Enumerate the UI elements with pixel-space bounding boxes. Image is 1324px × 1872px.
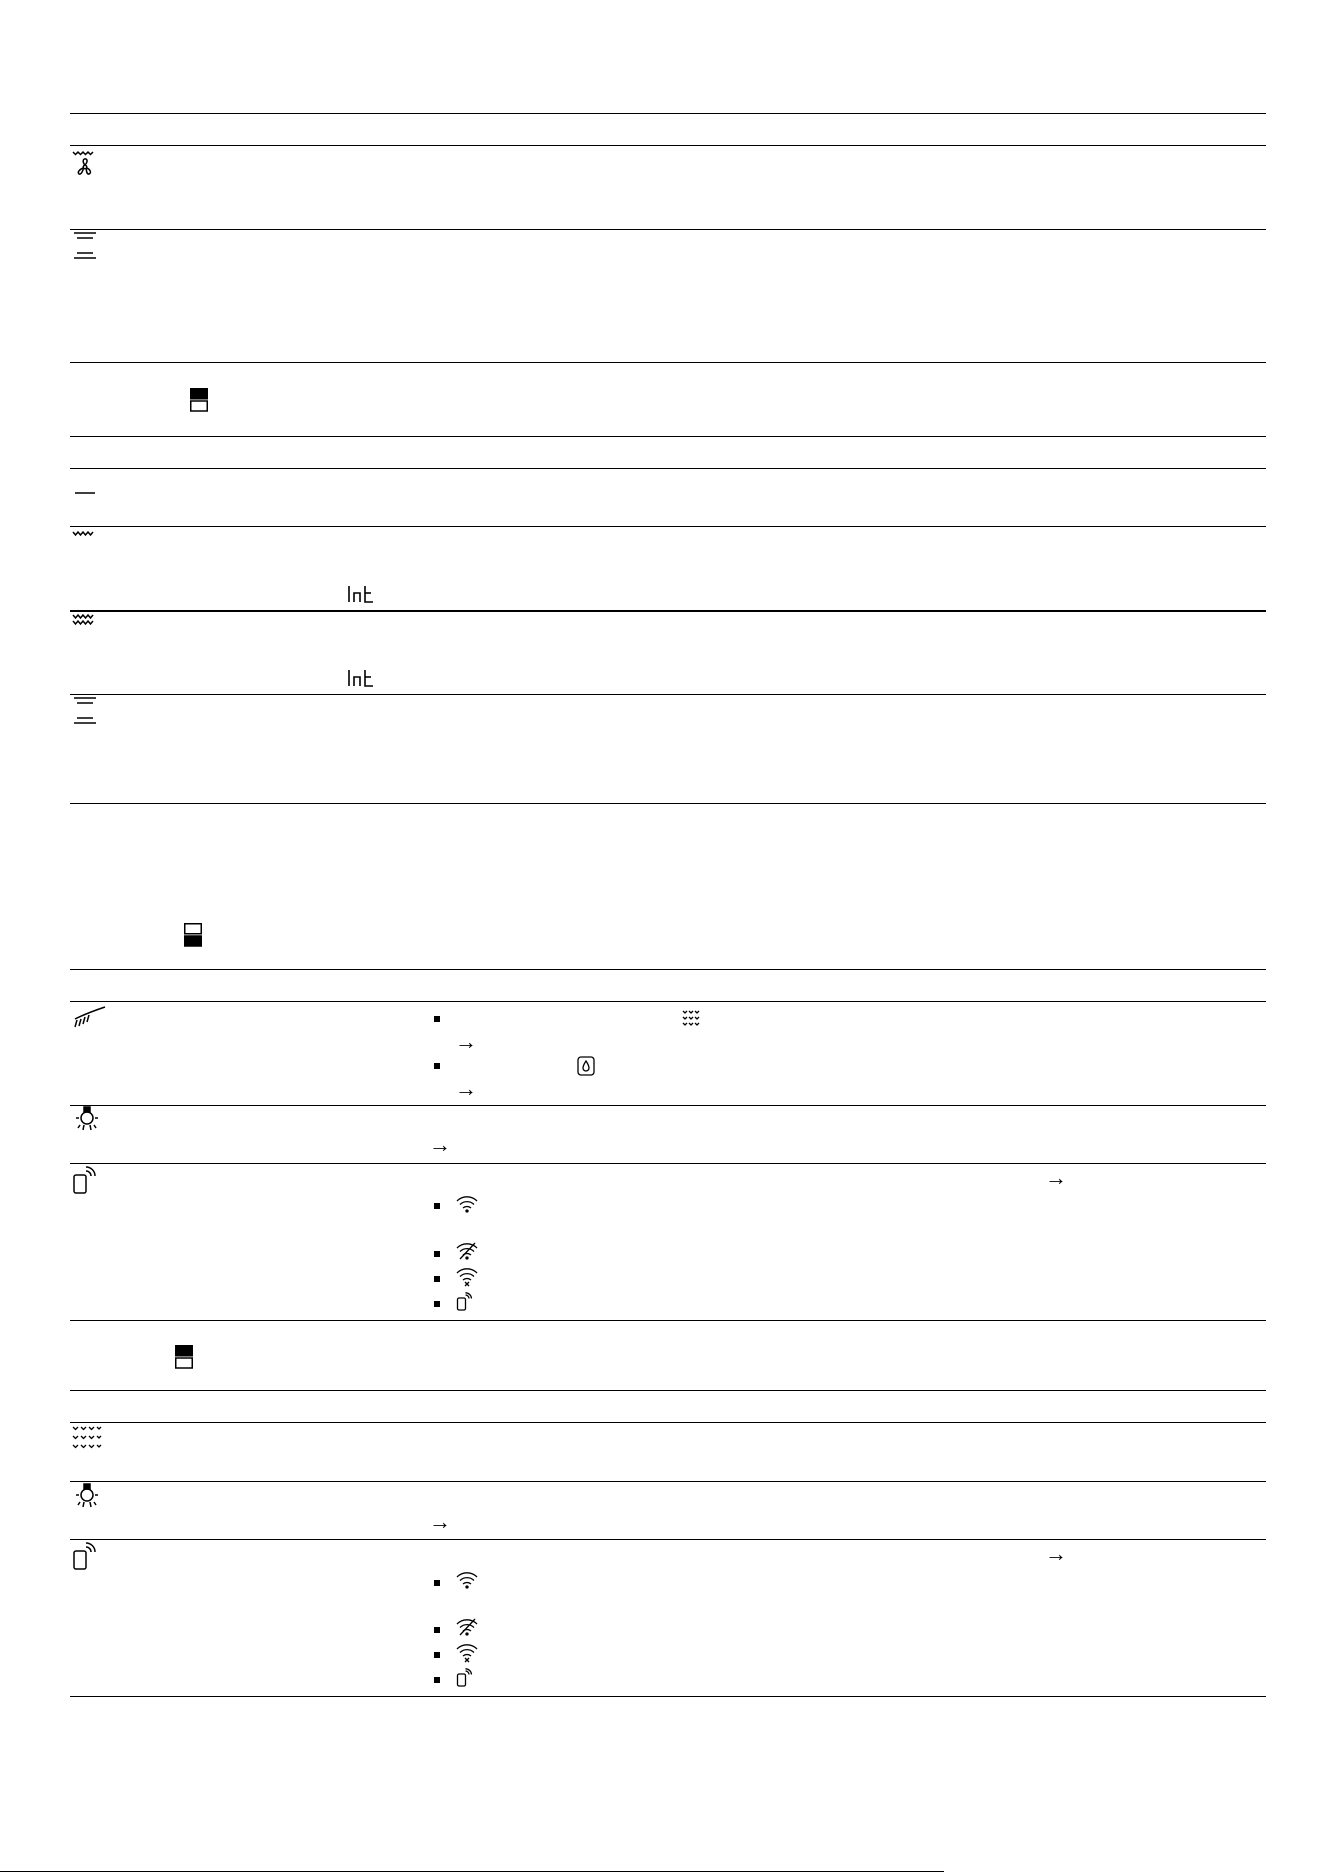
table-rule <box>70 1163 1266 1164</box>
table-rule <box>70 436 1266 437</box>
bullet-marker <box>434 1652 440 1658</box>
water-tank-icon <box>577 1056 595 1076</box>
bullet-marker <box>434 1677 440 1683</box>
table-rule <box>70 694 1266 695</box>
wifi-off-icon <box>456 1618 478 1636</box>
upper-compartment-icon <box>190 388 208 412</box>
table-rule <box>70 526 1266 527</box>
table-rule <box>70 145 1266 146</box>
bullet-marker <box>434 1627 440 1633</box>
reference-arrow: → <box>1045 1541 1067 1566</box>
bullet-marker <box>434 1203 440 1209</box>
display-int-icon <box>347 585 375 603</box>
top-bottom-heat-icon <box>71 231 99 261</box>
table-rule <box>70 468 1266 469</box>
display-int-icon <box>347 669 375 687</box>
table-rule <box>70 1001 1266 1002</box>
reference-arrow: → <box>429 1132 451 1157</box>
bullet-marker <box>434 1580 440 1586</box>
reference-arrow: → <box>1045 1165 1067 1190</box>
grill-icon <box>71 529 99 539</box>
remote-start-icon <box>72 1542 98 1572</box>
wifi-icon <box>456 1571 478 1589</box>
upper-compartment-icon <box>175 1345 193 1369</box>
steam-icon <box>681 1009 703 1029</box>
table-rule <box>70 610 1266 612</box>
table-rule <box>70 1320 1266 1321</box>
steam-icon <box>71 1425 103 1455</box>
lower-compartment-icon <box>184 923 202 947</box>
cleaning-brush-icon <box>71 1005 107 1031</box>
bullet-marker <box>434 1251 440 1257</box>
table-rule <box>70 1696 1266 1697</box>
oven-light-icon <box>73 1483 101 1511</box>
bullet-marker <box>434 1063 440 1069</box>
table-rule <box>70 229 1266 230</box>
wifi-icon <box>456 1195 478 1213</box>
table-rule <box>70 1539 1266 1540</box>
bullet-marker <box>434 1016 440 1022</box>
table-rule <box>70 1390 1266 1391</box>
full-grill-icon <box>71 612 99 628</box>
table-rule <box>70 362 1266 363</box>
bottom-heat-icon <box>71 480 99 500</box>
remote-start-icon <box>456 1668 474 1688</box>
table-rule <box>70 1481 1266 1482</box>
top-bottom-heat-icon <box>71 696 99 726</box>
bullet-marker <box>434 1301 440 1307</box>
wifi-off-icon <box>456 1242 478 1260</box>
remote-start-icon <box>456 1292 474 1312</box>
table-rule <box>70 803 1266 804</box>
reference-arrow: → <box>455 1029 477 1054</box>
reference-arrow: → <box>455 1076 477 1101</box>
reference-arrow: → <box>429 1509 451 1534</box>
table-rule <box>70 1422 1266 1423</box>
oven-light-icon <box>73 1106 101 1134</box>
fan-heating-icon <box>71 148 99 178</box>
table-rule <box>70 1105 1266 1106</box>
table-rule <box>70 969 1266 970</box>
wifi-error-icon <box>456 1267 478 1287</box>
table-rule <box>70 113 1266 114</box>
wifi-error-icon <box>456 1643 478 1663</box>
remote-start-icon <box>72 1166 98 1196</box>
bullet-marker <box>434 1276 440 1282</box>
